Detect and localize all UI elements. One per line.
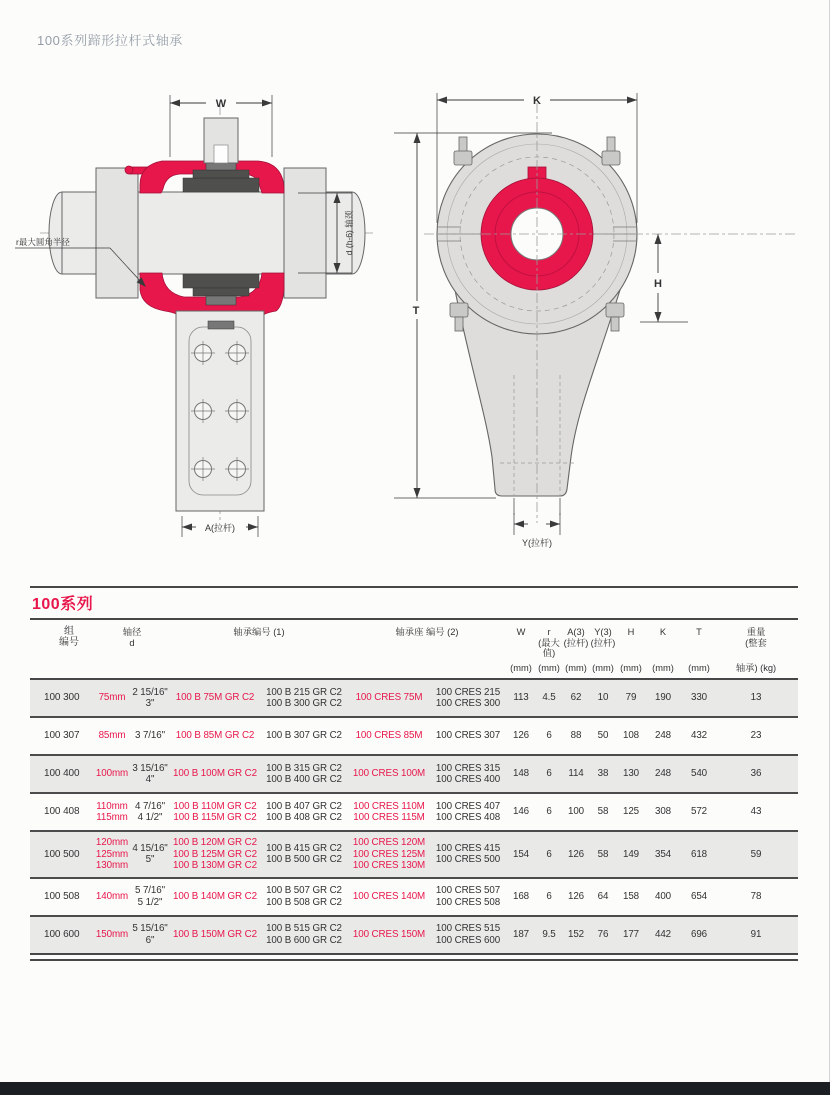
dim-y-label: Y(拉杆) bbox=[522, 538, 552, 548]
cell-h: 79 bbox=[625, 692, 637, 704]
col-header-housing-no: 轴承座 编号 (2) bbox=[395, 627, 459, 637]
cell-group: 100 400 bbox=[44, 768, 80, 780]
cell-y: 58 bbox=[597, 848, 609, 860]
cell-d_mm: 100mm bbox=[95, 768, 129, 780]
cell-r: 4.5 bbox=[542, 692, 556, 704]
cell-bearing: 100 B 215 GR C2 100 B 300 GR C2 bbox=[266, 686, 342, 709]
cell-r: 6 bbox=[546, 806, 552, 818]
page-footer-bar bbox=[0, 1082, 830, 1095]
table-row bbox=[30, 756, 798, 794]
bolt bbox=[454, 137, 472, 165]
cell-w: 126 bbox=[512, 730, 530, 742]
cell-y: 38 bbox=[597, 768, 609, 780]
cell-a: 88 bbox=[570, 730, 582, 742]
cell-y: 50 bbox=[597, 730, 609, 742]
series-table bbox=[30, 586, 798, 961]
cell-t: 572 bbox=[690, 806, 708, 818]
table-row bbox=[30, 718, 798, 756]
cell-a: 62 bbox=[570, 692, 582, 704]
cell-t: 654 bbox=[690, 890, 708, 902]
cell-group: 100 600 bbox=[44, 928, 80, 940]
right-front-view bbox=[394, 93, 798, 548]
table-body bbox=[30, 680, 798, 953]
cell-housing: 100 CRES 407 100 CRES 408 bbox=[435, 800, 501, 823]
bore bbox=[511, 208, 563, 260]
cell-weight: 78 bbox=[750, 890, 762, 902]
col-header-k: K (mm) bbox=[652, 627, 674, 673]
bearing-race-top bbox=[183, 178, 259, 192]
col-header-shaft-d: 轴径 d bbox=[122, 627, 142, 648]
grease-fitting-head bbox=[125, 166, 133, 174]
cell-d_mm: 150mm bbox=[95, 928, 129, 940]
cell-weight: 91 bbox=[750, 928, 762, 940]
cell-w: 148 bbox=[512, 768, 530, 780]
cell-housing: 100 CRES 315 100 CRES 400 bbox=[435, 762, 501, 785]
cell-housing_m: 100 CRES 110M 100 CRES 115M bbox=[353, 800, 425, 823]
cell-bearing_m: 100 B 75M GR C2 bbox=[175, 692, 255, 704]
cell-t: 330 bbox=[690, 692, 708, 704]
cell-d_in: 4 15/16" 5" bbox=[132, 842, 168, 866]
col-header-weight: 重量 (整套 轴承) (kg) bbox=[735, 627, 777, 673]
bolt bbox=[602, 137, 620, 165]
cell-housing: 100 CRES 507 100 CRES 508 bbox=[435, 885, 501, 908]
cell-k: 400 bbox=[654, 890, 672, 902]
cell-d_in: 4 7/16" 4 1/2" bbox=[134, 800, 166, 823]
col-header-y: Y(3) (拉杆) (mm) bbox=[590, 627, 616, 673]
technical-diagrams bbox=[0, 75, 830, 580]
cell-bearing: 100 B 507 GR C2 100 B 508 GR C2 bbox=[266, 885, 342, 908]
cell-bearing_m: 100 B 140M GR C2 bbox=[173, 890, 257, 902]
cell-w: 113 bbox=[513, 692, 529, 704]
series-heading: 100系列 bbox=[32, 596, 94, 613]
cell-h: 125 bbox=[622, 806, 640, 818]
cell-h: 177 bbox=[622, 928, 640, 940]
cell-d_mm: 85mm bbox=[98, 730, 126, 742]
cell-a: 152 bbox=[567, 928, 585, 940]
bearing-cap-bottom bbox=[206, 296, 236, 305]
dim-w-label: W bbox=[215, 98, 227, 110]
top-stub-notch bbox=[214, 145, 228, 163]
cell-housing: 100 CRES 307 bbox=[435, 730, 501, 742]
cell-d_in: 3 15/16" 4" bbox=[132, 762, 168, 785]
col-header-w: W (mm) bbox=[510, 627, 532, 673]
table-row bbox=[30, 794, 798, 832]
cell-k: 190 bbox=[654, 692, 672, 704]
cell-weight: 13 bbox=[750, 692, 762, 704]
cell-bearing: 100 B 407 GR C2 100 B 408 GR C2 bbox=[266, 800, 342, 823]
plate-bolt bbox=[208, 321, 234, 329]
rule-bottom-double bbox=[30, 953, 798, 961]
cell-group: 100 307 bbox=[44, 730, 80, 742]
cell-a: 114 bbox=[568, 768, 584, 780]
table-row bbox=[30, 680, 798, 718]
cell-bearing_m: 100 B 110M GR C2 100 B 115M GR C2 bbox=[173, 800, 257, 823]
cell-bearing_m: 100 B 100M GR C2 bbox=[173, 768, 257, 780]
table-row bbox=[30, 832, 798, 879]
cell-w: 187 bbox=[512, 928, 530, 940]
cell-bearing: 100 B 415 GR C2 100 B 500 GR C2 bbox=[266, 842, 342, 866]
col-header-r: r (最大值) (mm) bbox=[538, 627, 560, 673]
cell-d_in: 5 15/16" 6" bbox=[132, 923, 168, 946]
cell-w: 146 bbox=[512, 806, 530, 818]
cell-t: 618 bbox=[690, 848, 708, 860]
cell-housing_m: 100 CRES 100M bbox=[352, 768, 426, 780]
cell-weight: 36 bbox=[750, 768, 762, 780]
cell-housing_m: 100 CRES 85M bbox=[355, 730, 423, 742]
cell-d_in: 2 15/16" 3" bbox=[132, 686, 168, 709]
dim-k-label: K bbox=[533, 95, 541, 107]
cell-k: 354 bbox=[654, 848, 672, 860]
cell-d_mm: 110mm 115mm bbox=[96, 800, 128, 823]
cell-housing: 100 CRES 215 100 CRES 300 bbox=[435, 686, 501, 709]
cell-a: 126 bbox=[567, 890, 585, 902]
cell-h: 158 bbox=[622, 890, 640, 902]
cell-y: 76 bbox=[597, 928, 609, 940]
page-title: 100系列蹄形拉杆式轴承 bbox=[37, 33, 183, 48]
cell-r: 6 bbox=[546, 848, 552, 860]
cell-weight: 59 bbox=[750, 848, 762, 860]
cell-k: 248 bbox=[654, 768, 672, 780]
cell-bearing_m: 100 B 85M GR C2 bbox=[175, 730, 255, 742]
cell-group: 100 508 bbox=[44, 890, 80, 902]
shaft-collar-right bbox=[284, 168, 326, 298]
cell-a: 100 bbox=[567, 806, 585, 818]
cell-h: 108 bbox=[622, 730, 640, 742]
cell-y: 58 bbox=[597, 806, 609, 818]
cell-group: 100 408 bbox=[44, 806, 80, 818]
cell-d_mm: 120mm 125mm 130mm bbox=[95, 837, 129, 871]
cell-housing_m: 100 CRES 120M 100 CRES 125M 100 CRES 130M bbox=[352, 837, 426, 871]
col-header-h: H (mm) bbox=[620, 627, 642, 673]
cell-weight: 23 bbox=[750, 730, 762, 742]
cell-y: 10 bbox=[597, 692, 609, 704]
cell-housing_m: 100 CRES 150M bbox=[352, 928, 426, 940]
table-row bbox=[30, 917, 798, 953]
cell-bearing: 100 B 515 GR C2 100 B 600 GR C2 bbox=[266, 923, 342, 946]
cell-r: 9.5 bbox=[542, 928, 556, 940]
table-row bbox=[30, 879, 798, 917]
cell-t: 696 bbox=[690, 928, 708, 940]
cell-bearing_m: 100 B 150M GR C2 bbox=[173, 928, 257, 940]
shaft-collar-left bbox=[96, 168, 138, 298]
fillet-radius-label: r最大圆角半径 bbox=[16, 237, 70, 247]
col-header-t: T (mm) bbox=[688, 627, 710, 673]
cell-y: 64 bbox=[597, 890, 609, 902]
cell-a: 126 bbox=[567, 848, 585, 860]
table-header-row bbox=[30, 620, 798, 678]
dimension-h bbox=[640, 234, 688, 322]
cell-group: 100 500 bbox=[44, 848, 80, 860]
left-section-view bbox=[15, 95, 375, 537]
cell-r: 6 bbox=[546, 890, 552, 902]
cell-bearing_m: 100 B 120M GR C2 100 B 125M GR C2 100 B 130M GR C2 bbox=[173, 837, 257, 871]
cell-w: 168 bbox=[512, 890, 530, 902]
cell-bearing: 100 B 315 GR C2 100 B 400 GR C2 bbox=[266, 762, 342, 785]
cell-k: 308 bbox=[654, 806, 672, 818]
cell-bearing: 100 B 307 GR C2 bbox=[266, 730, 342, 742]
cell-weight: 43 bbox=[750, 806, 762, 818]
cell-d_in: 5 7/16" 5 1/2" bbox=[134, 885, 166, 908]
cell-h: 149 bbox=[622, 848, 640, 860]
dim-a-label: A(拉杆) bbox=[205, 523, 235, 533]
dim-h-label: H bbox=[654, 278, 662, 290]
cell-housing_m: 100 CRES 75M bbox=[355, 692, 423, 704]
col-header-bearing-no: 轴承编号 (1) bbox=[233, 627, 285, 637]
cell-housing: 100 CRES 515 100 CRES 600 bbox=[435, 923, 501, 946]
cell-r: 6 bbox=[546, 730, 552, 742]
cell-t: 432 bbox=[690, 730, 708, 742]
cell-k: 442 bbox=[654, 928, 672, 940]
bearing-block-top bbox=[193, 170, 249, 178]
cell-group: 100 300 bbox=[44, 692, 80, 704]
bearing-block-bottom bbox=[193, 288, 249, 296]
cell-w: 154 bbox=[512, 848, 530, 860]
col-header-group: 组 编号 bbox=[59, 626, 79, 648]
cell-k: 248 bbox=[654, 730, 672, 742]
cell-housing: 100 CRES 415 100 CRES 500 bbox=[435, 842, 501, 866]
bearing-race-bottom bbox=[183, 274, 259, 288]
dim-d-label: d (h-6) 轴颈 bbox=[344, 210, 354, 256]
cell-d_mm: 75mm bbox=[98, 692, 126, 704]
cell-housing_m: 100 CRES 140M bbox=[352, 890, 426, 902]
cell-d_mm: 140mm bbox=[95, 890, 129, 902]
cell-t: 540 bbox=[690, 768, 708, 780]
cell-d_in: 3 7/16" bbox=[134, 730, 166, 742]
col-header-a: A(3) (拉杆) (mm) bbox=[563, 627, 589, 673]
cell-r: 6 bbox=[546, 768, 552, 780]
dim-t-label: T bbox=[412, 305, 420, 317]
cell-h: 130 bbox=[622, 768, 640, 780]
